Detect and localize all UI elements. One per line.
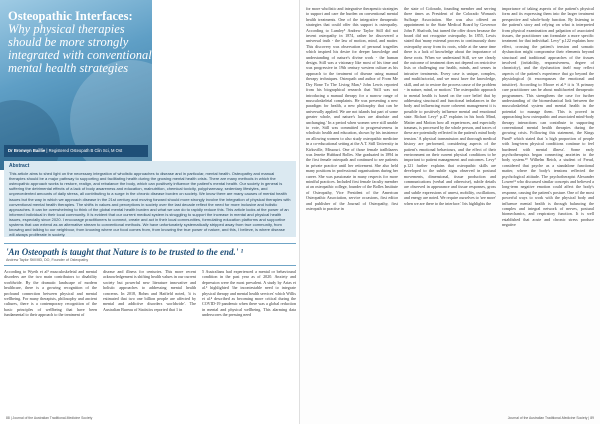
right-page xyxy=(300,0,600,424)
author-credentials: | Registered Osteopath B Clin Sci, M Ost xyxy=(46,148,123,153)
author-name: Dr Bronwyn Baillie xyxy=(8,148,46,153)
hero-decor xyxy=(0,100,60,170)
abstract-heading: Abstract xyxy=(9,163,30,169)
body-column-3 xyxy=(202,269,296,411)
page-folio-left: 88 | Journal of the Australian Traditional-Medicine Society xyxy=(6,416,93,420)
quote-attribution: Andrew Taylor Still MD, DO, Founder of Osteopathy xyxy=(6,258,89,262)
body-column-5 xyxy=(404,6,496,411)
body-paragraph: the state of Colorado, founding member and serving three times as President of the Colorado Woman's Suffrage Association. She was also offered an appointment to the State Medical Board by Governor John F. Shafroth, but turned the offer down because the board did not recognise osteopathy. In 1855, Lewis stated that 'many external process to continuously draw osteopathy away from its roots, while at the same time there is a lack of knowledge about the importance of these roots. When we understand Still, we see clearly the outcome of treatment does not depend on restrictive lists or challenging our health, minds, and senses in intrusive treatments. Every case is unique, complex, and multifactorial, and we must have the knowledge, skill, and art to restore the process cause of the problem - in nature, mind, or motion.' The osteopathic approach to mental health is based on the core belief that by addressing structural and functional imbalances in the body and influencing more coherent management it is possible to positively influence mental and emotional state. Richart Levy⁷ p.47 explains in his book Mind, Matter and Motion how all experiences, and especially traumas, is processed by the whole person, and traces of these are potentially reflected in the patient's mind body tension.' A physical transmission and thorough medical history are performed, considering aspects of the patient's emotional behaviours, and the effect of their environment on their current physical conditions to be important to patient management and outcomes. Levy⁷ p.121 further explains that osteopathic skills are developed to the subtle signs observed in postural movements, dimensional, tissue production and communications (verbal and otherwise), subtle details are observed in appearance and tissue responses, gross and subtle expressions of unrest, mobility, oscillations, and energy are noted. We require ourselves to 'see more' when we are there to the interface.' Iris highlights the xyxy=(404,6,496,206)
abstract-text: This article aims to shed light on the necessary integration of wholistic approaches to disease and in particular, mental health. Osteopathy and manual therapies should be a major pathway to supporting and facilitating health during the growing mental health crisis. There are many methods in which the osteopathic approach works to restore, realign, and rebalance the body, which can positively influence the patient's mental health. Our society in general is suffering the detrimental effects of a lack of body awareness and education, malnutrition, chemical toxicity, polypharmacy, sedentary lifestyles, and unprecedented amounts of daily stress, all contributing to a surge in the chronic disease burden on society. We know there are many causes of mental health issues but the way in which we approach disease in the 21st century and moving forward should more strongly involve the integration of physical therapies with conventional mental health therapies. The shifts in values and perceptions in society over the last decade reflect the need for more inclusive and holistic approaches. It can be overwhelming to think of the global mental health burden and what we can do to rapidly reduce this. This article looks at the power of an informed individual in their local community. It is evident that our current medical system is struggling to support the increase in mental and physical health issues, especially since 2020. I encourage practitioners to connect, create and act in their local communities, formulating education platforms and supportive systems that can extend as an alternative stream to conventional methods. We have unfortunately systematically stripped away from true community, from knowing and talking to our neighbour, from knowing where our food comes from, from knowing the true power of nature, and this, I believe, is where disease will always proliferate in society. xyxy=(9,171,291,237)
body-paragraph: According to Wyeth et al¹ musculoskeletal and mental disorders are the two main contributors to disability worldwide. By the dramatic landscape of modern healthcare, there is a growing recognition of the profound connection between physical and mental wellbeing. For many therapists, philosophy and ancient cultures, there is a contemporary recognition of the basic principles of wellbeing that have been fundamental to their approach to the treatment of xyxy=(4,269,97,318)
title-line-1: Osteopathic Interfaces: xyxy=(8,9,133,23)
body-paragraph: disease and illness for centuries. This more recent acknowledgement is shifting health values in our current society but powerful new literature innovative and holistic approaches to addressing mental health concerns. In 2018, Bohm and Hatfield noted, 'it is estimated that two one billion people are affected by mental and addictive disorders worldwide'. The Australian Bureau of Statistics reported that 1 in xyxy=(103,269,196,312)
page-folio-right: Journal of the Australian Traditional-Medicine Society | 89 xyxy=(507,416,594,420)
body-column-6 xyxy=(502,6,594,411)
body-column-2 xyxy=(103,269,196,411)
body-paragraph: importance of taking aspects of the patient's physical form and its expressing them into the larger treatment perspective and whole-body function. By listening to the patient's story and relying on what is interpreted from physical examination and palpation of associated tissues, the practitioner can formulate a more specific treatment for that individual. Levy⁷ p.122 explains how effect, crossing the patient's tension and somatic dysfunction might compromise their elements beyond structural and traditional approaches of the tissues involved (irritability, responsiveness, degree of chronicity), and the dysfunction itself may reflect aspects of the patient's experience that go beyond the physiological (it encompasses the emotional and intuitive). According to Moore et al.⁸ it is 'A primary care practitioner can be about multifaceted therapeutic programmes. This strengthens the case for further understanding of the biomechanical link between the musculoskeletal system and mental health in the potential to manage them. This is proved in approaching how osteopathic and associated mind-body therapy interactions can contribute to supporting conventional mental health therapies during the growing crisis. Following this statement, the Kings Fund⁹ which stated that 'a high proportion of people with long-term physical conditions continue to feel burdened with mental illness'. Some early psychotherapists began connecting anxieties to the body system.¹⁰ Wilhelm Reich, a student of Freud, considered that psyche as a standalone functional matter, where the body's tensions reflected the psychological attitude. The psychotherapist Alexander Lowen¹¹ who discussed similar concepts and believed a long-term negative emotion could affect the body's response, causing the patient's posture. One of the most powerful ways to work with the physical body and influence mental health is through balancing the complex and integral network of nerves, postural biomechanics, and respiratory function. It is well established that acute and chronic stress produce negative xyxy=(502,6,594,228)
article-title xyxy=(8,10,152,75)
divider xyxy=(4,243,296,244)
pull-quote: 'An Osteopath is taught that Nature is to be trusted to the end.' ¹ xyxy=(6,247,244,257)
title-subtitle: Why physical therapies should be more strongly integrated with conventional mental health strategies xyxy=(8,22,152,75)
divider xyxy=(4,265,296,266)
body-column-1 xyxy=(4,269,97,411)
body-paragraph: for more wholistic and integrative therapeutic strategies to support and care the burden on conventional mental health treatments. One of the integrative therapeutic strategies that could offer this support is osteopathy. According to Lumley⁵ Andrew Taylor Still did not invent osteopathy in 1874, rather he discovered a universal truth - the law of motion, mind, and matter. This discovery was observation of personal tragedies which inspired his desire for deeper knowledge and understanding of nature's divine work - the human design. Still was a visionary like most of his time and was progressive in 19th century western culture as his approach to the treatment of disease using manual therapy techniques. Osteopath and author of From Me Dry Bone To The Living Man,⁶ John Lewis reported from his biographical research that 'Still was not introducing a manual therapy for a narrow range of musculoskeletal complaints. He was presenting a new paradigm for health, a new philosophy that can be universally applied. We are not islands but part of some greater whole, and nature's laws are absolute and unchanging.' In a period when women were still unable to vote, Still was committed to progressiveness in wholistic health and education, shown by his insistence on allowing women to also study osteopathic medicine in a co-educational setting at the A.T. Still University in Kirksville, Missouri. One of those female trailblazers was Jenette Hubbard Bolles. She graduated in 1894 in the first female osteopath and continued to see patients in private practice until her retirement. She also held many positions in professional organisations during her career. She was passionate in many respects for more mindful practices. Included first female faculty member at an osteopathic college, founder of the Bolles Institute of Osteopathy, Vice President of the American Osteopathic Association, service occasions, first editor and publisher of the Journal of Osteopathy, first osteopath to practise in xyxy=(306,6,398,212)
body-paragraph: 5 Australians had experienced a mental or behavioural condition in the past year as of 2020. Anxiety and depression were the most prevalent. A study by Arias et al.³ highlighted 'the incontestable need to integrate physical therapy and mental health services' which Willis et al.⁴ described as becoming more critical during the COVID-19 pandemic when there was a global reduction in mental and physical wellbeing. This alarming data underscores the pressing need xyxy=(202,269,296,318)
abstract-box xyxy=(4,161,296,237)
author-bar xyxy=(4,145,148,157)
body-column-4 xyxy=(306,6,398,411)
hero-image xyxy=(0,0,152,170)
intro-column xyxy=(156,4,296,158)
